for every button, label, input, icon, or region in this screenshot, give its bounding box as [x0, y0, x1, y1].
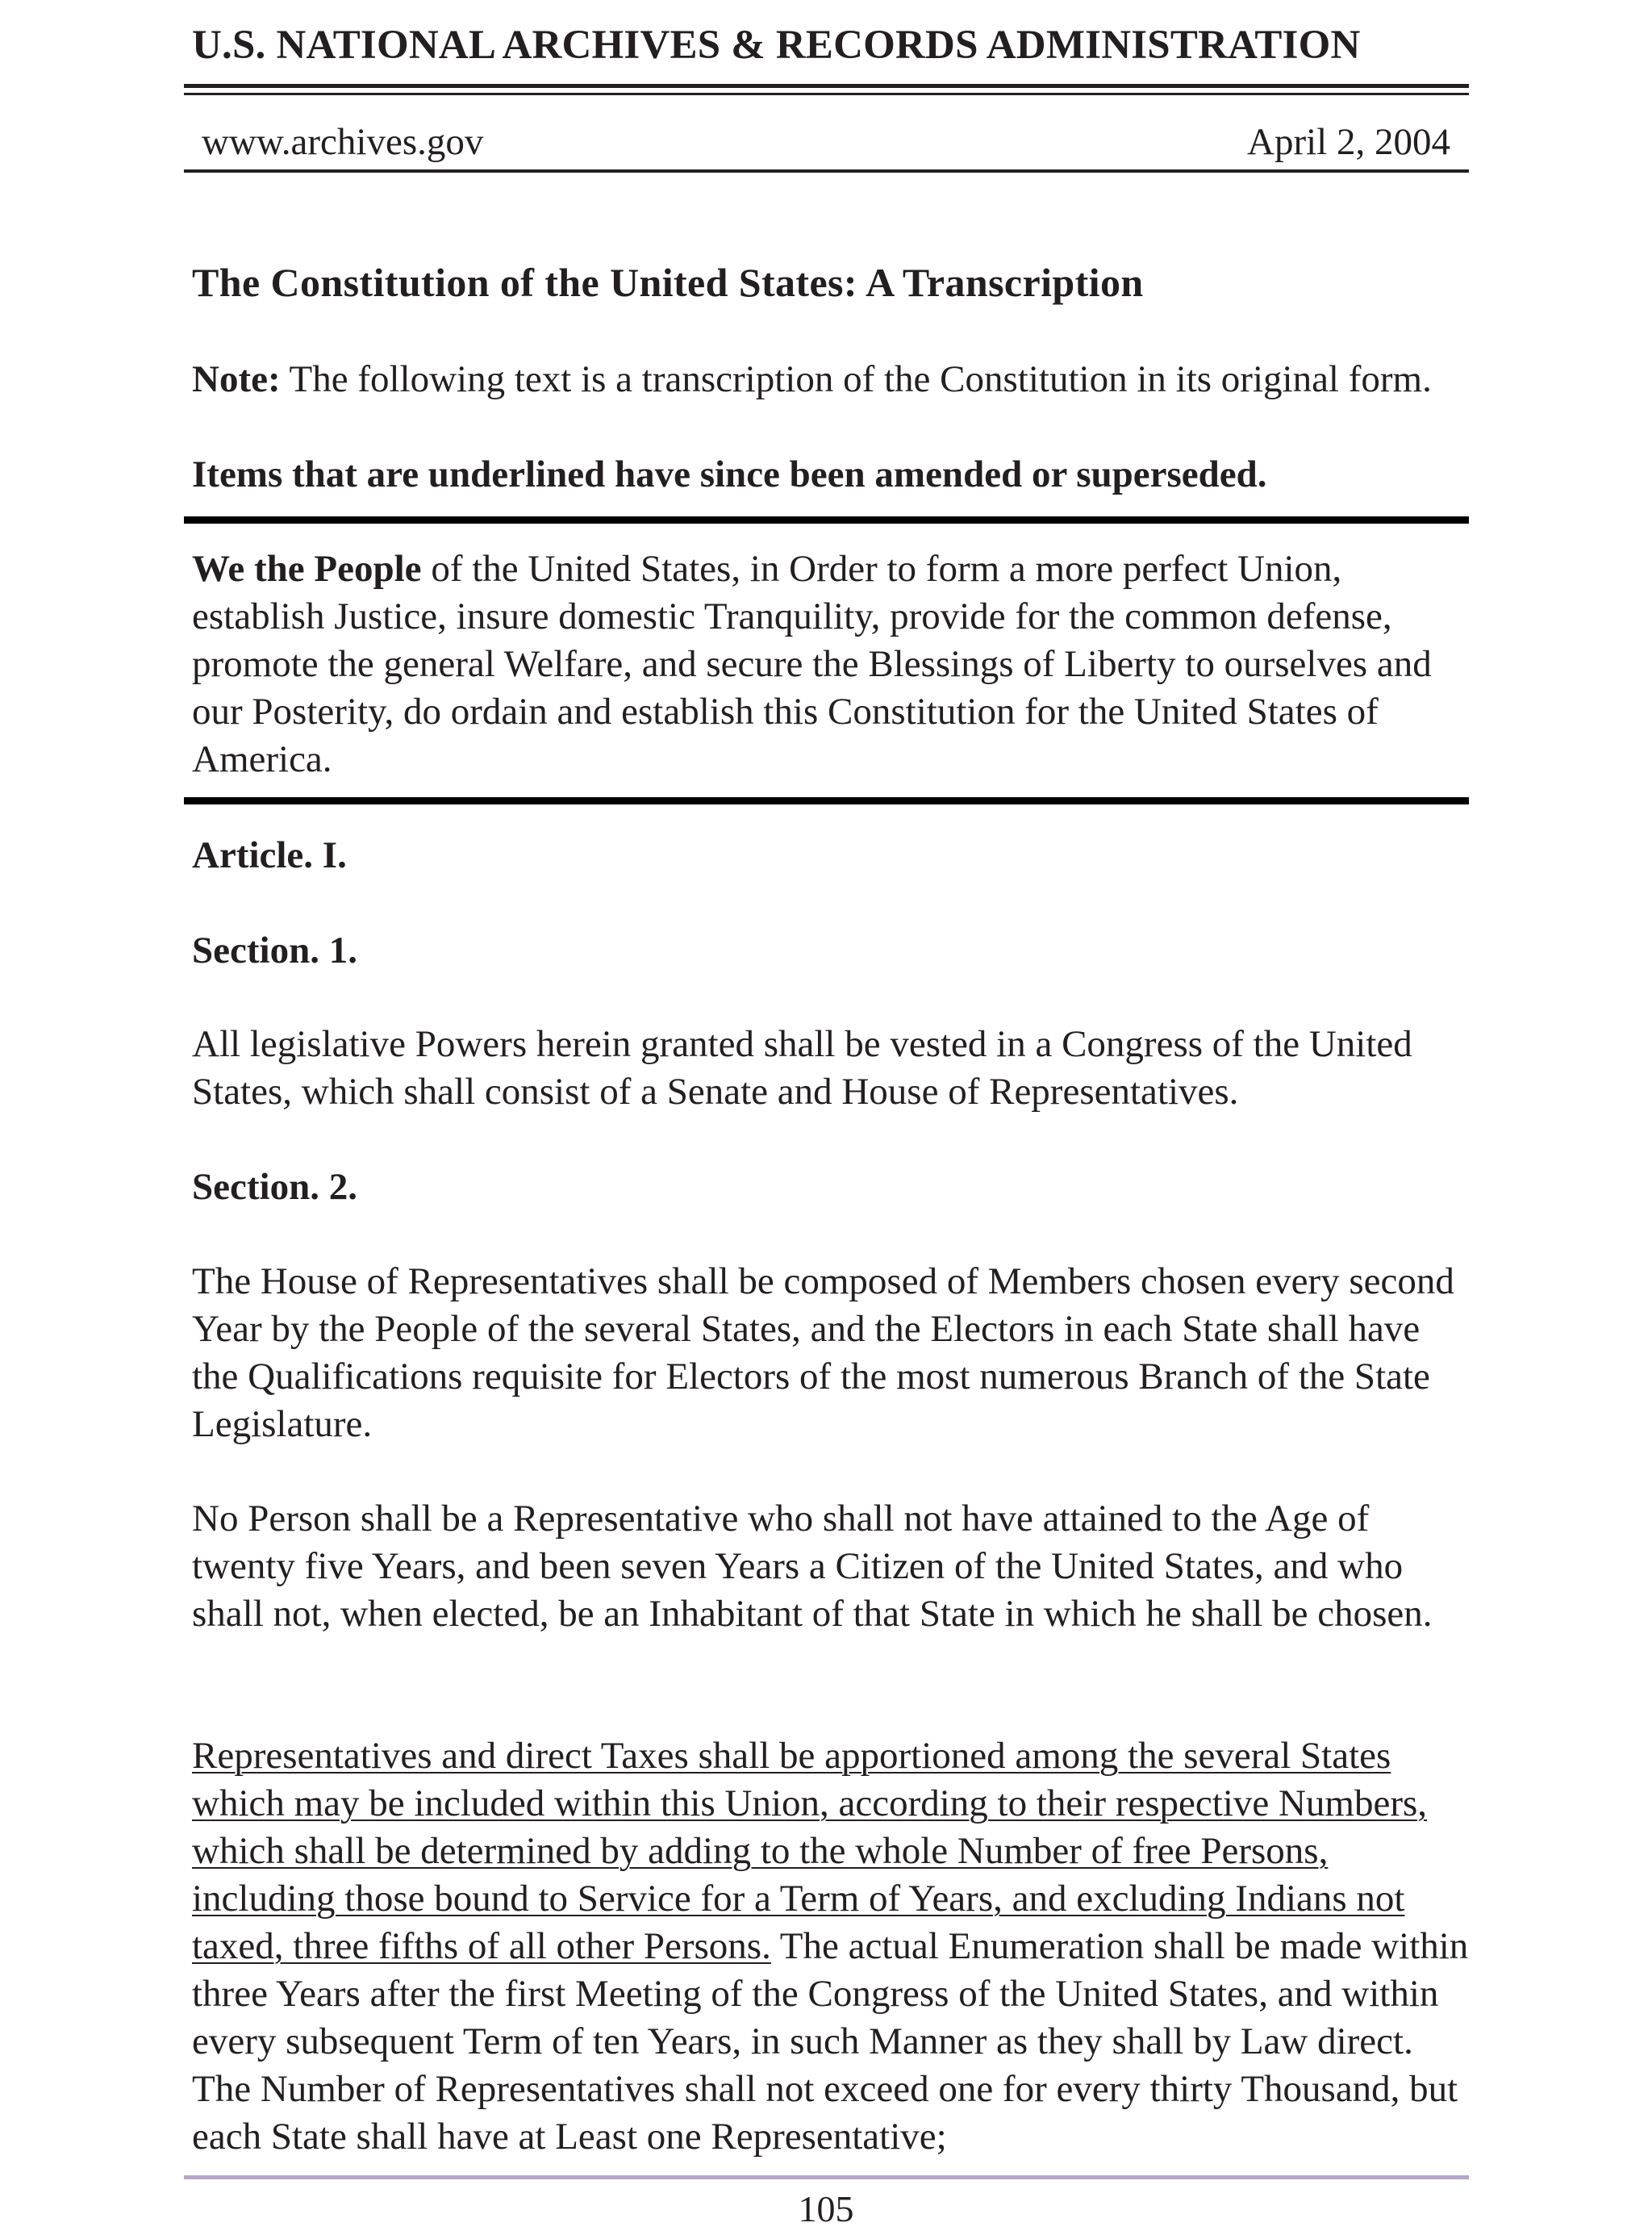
page-number: 105: [798, 2188, 854, 2229]
document-title: The Constitution of the United States: A Transcription: [192, 260, 1144, 305]
footer-rule: [184, 2175, 1469, 2179]
note-label: Note:: [192, 358, 281, 400]
header-double-rule-bottom: [184, 93, 1469, 95]
preamble-lead: We the People: [192, 548, 422, 590]
preamble-bottom-rule: [184, 797, 1469, 804]
section-2-paragraph-3: [192, 1732, 1475, 2161]
underline-notice: Items that are underlined have since been amended or superseded.: [192, 453, 1267, 495]
preamble-top-rule: [184, 516, 1469, 524]
transcription-note: [192, 356, 1475, 403]
section-2-paragraph-2: No Person shall be a Representative who shall not have attained to the Age of twenty five Years, and been seven Years a Citizen of the United States, and who shall not, when elected, be an Inhabitant of that State in which he shall be chosen.: [192, 1498, 1433, 1635]
preamble-text: of the United States, in Order to form a more perfect Union, establish Justice, insure domestic Tranquility, provide for the common defense, promote the general Welfare, and secure the Blessings of Liberty to ourselves and our Posterity, do ordain and establish this Constitution for the United States of America.: [192, 548, 1432, 780]
section-2-heading: Section. 2.: [192, 1166, 357, 1208]
section-1-text: All legislative Powers herein granted shall be vested in a Congress of the United States, which shall consist of a Senate and House of Representatives.: [192, 1023, 1412, 1113]
note-text: The following text is a transcription of the Constitution in its original form.: [280, 358, 1432, 400]
section-2-paragraph-1: The House of Representatives shall be composed of Members chosen every second Year by the People of the several States, and the Electors in each State shall have the Qualifications requisite for Electors of the most numerous Branch of the State Legislature.: [192, 1260, 1454, 1445]
publication-date: April 2, 2004: [1247, 121, 1450, 163]
site-url: www.archives.gov: [202, 121, 484, 163]
preamble: [192, 545, 1475, 783]
superseded-text: Representatives and direct Taxes shall be apportioned among the several States which may be included within this Union, according to their respective Numbers, which shall be determined by adding to the whole Number of free Persons, including those bound to Service for a Term of Years, and excluding Indians not taxed, three fifths of all other Persons.: [192, 1735, 1428, 1967]
organization-title: U.S. NATIONAL ARCHIVES & RECORDS ADMINISTRATION: [192, 23, 1361, 68]
section-1-heading: Section. 1.: [192, 930, 357, 971]
header-bottom-rule: [184, 169, 1469, 173]
section-2-paragraph-3-rest: The actual Enumeration shall be made within three Years after the first Meeting of the Congress of the United States, and within every subsequent Term of ten Years, in such Manner as they shall by Law direct. The Number of Representatives shall not exceed one for every thirty Thousand, but each State shall have at Least one Representative;: [192, 1925, 1469, 2158]
header-double-rule-top: [184, 84, 1469, 88]
article-heading: Article. I.: [192, 834, 347, 876]
